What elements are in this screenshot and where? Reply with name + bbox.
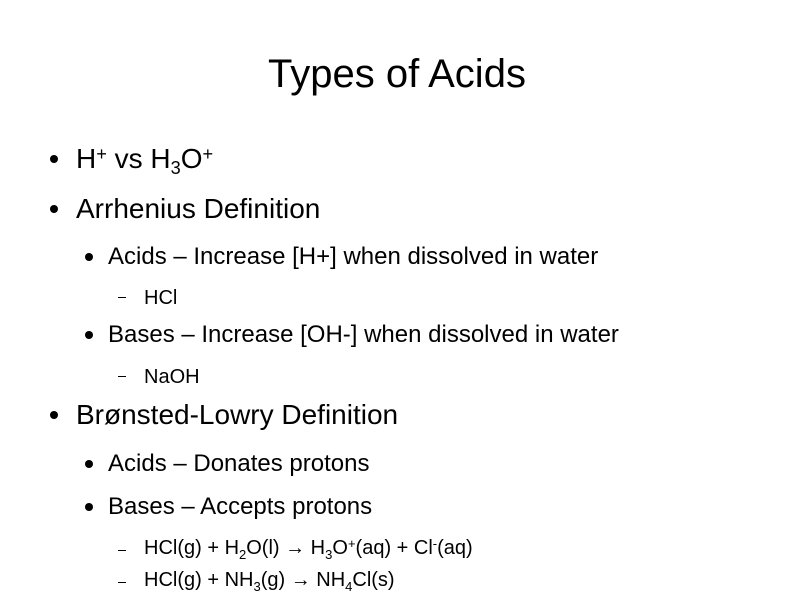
bullet-naoh: NaOH (144, 366, 200, 388)
eq1-part: (aq) (437, 537, 473, 559)
bullet-dot (85, 460, 93, 468)
bullet-equation-1 (144, 535, 473, 561)
eq1-part: O (332, 537, 348, 559)
eq1-part: (aq) + Cl (355, 537, 433, 559)
bullet-bl-bases: Bases – Accepts protons (108, 493, 373, 520)
bullet-hcl: HCl (144, 287, 178, 309)
subscript-4: 4 (345, 578, 353, 594)
bullet-arrhenius-bases: Bases – Increase [OH-] when dissolved in water (108, 321, 619, 348)
subscript-3: 3 (253, 578, 261, 594)
bullet-dot (50, 155, 58, 163)
bullet-dot (50, 205, 58, 213)
superscript-plus: + (96, 143, 107, 164)
text-h: H (76, 143, 97, 174)
superscript-plus: + (347, 536, 356, 552)
bullet-dot (85, 253, 93, 261)
bullet-dash (118, 297, 126, 298)
superscript-plus: + (202, 143, 214, 164)
eq2-part: (g) → NH (260, 569, 346, 591)
subscript-3: 3 (325, 546, 333, 562)
subscript-3: 3 (170, 158, 181, 179)
bullet-dash (118, 550, 126, 551)
bullet-arrhenius-definition: Arrhenius Definition (76, 193, 321, 224)
bullet-dot (85, 331, 93, 339)
bullet-h-vs-h3o (76, 142, 214, 179)
bullet-arrhenius-acids: Acids – Increase [H+] when dissolved in water (108, 243, 599, 270)
eq1-part: O(l) → H (246, 537, 326, 559)
bullet-dot (50, 411, 58, 419)
bullet-dash (118, 582, 126, 583)
eq2-part: HCl(g) + NH (144, 569, 254, 591)
slide-title: Types of Acids (268, 52, 526, 96)
bullet-dot (85, 503, 93, 511)
bullet-dash (118, 376, 126, 377)
bullet-bronsted-lowry-definition: Brønsted-Lowry Definition (76, 399, 399, 430)
subscript-2: 2 (239, 546, 247, 562)
bullet-bl-acids: Acids – Donates protons (108, 450, 370, 477)
text-vs-h: vs H (106, 143, 171, 174)
eq1-part: HCl(g) + H (144, 537, 240, 559)
bullet-equation-2 (144, 567, 395, 593)
text-o: O (180, 143, 203, 174)
superscript-minus: - (432, 536, 438, 552)
eq2-part: Cl(s) (352, 569, 395, 591)
